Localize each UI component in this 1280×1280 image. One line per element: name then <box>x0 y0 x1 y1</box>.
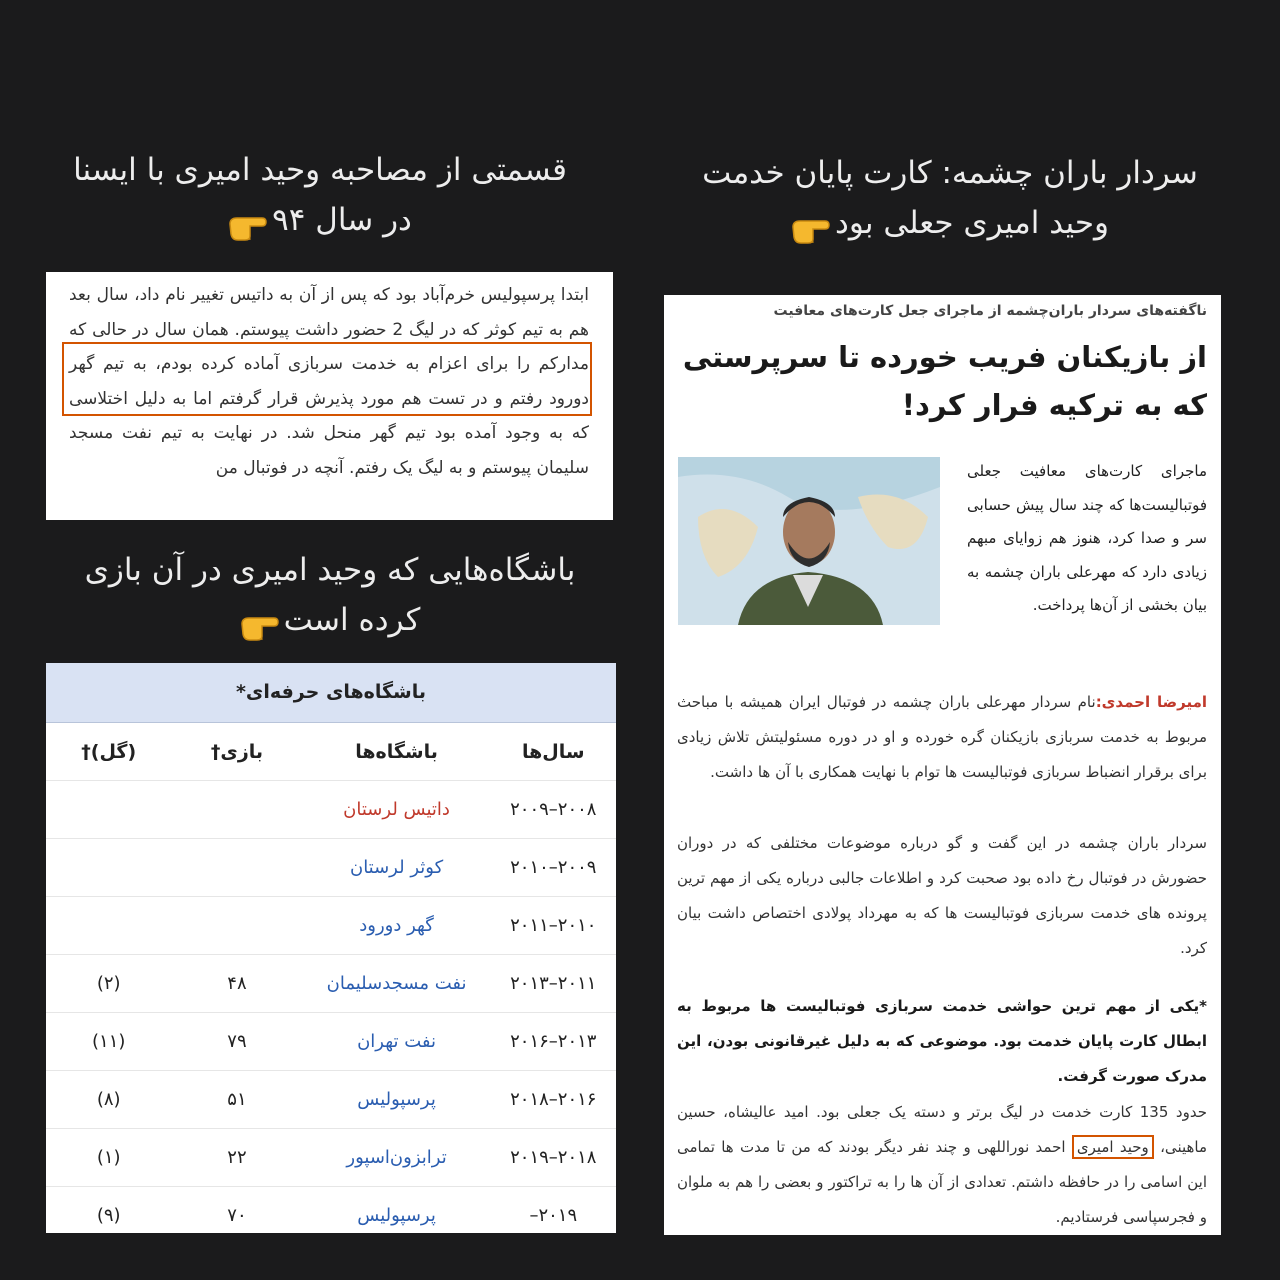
row-apps: ۴۸ <box>171 955 302 1013</box>
col-years: سال‌ها <box>491 723 616 781</box>
table-row <box>46 1187 616 1234</box>
article-author: امیرضا احمدی: <box>1095 693 1208 711</box>
table-row <box>46 955 616 1013</box>
row-years: ۲۰۱۰–۲۰۱۱ <box>491 897 616 955</box>
table-row <box>46 897 616 955</box>
article-photo <box>678 457 940 625</box>
col-clubs: باشگاه‌ها <box>303 723 491 781</box>
clubs-table-header-row <box>46 723 616 781</box>
club-link[interactable]: داتیس لرستان <box>303 781 491 839</box>
row-years: ۲۰۰۸–۲۰۰۹ <box>491 781 616 839</box>
article-para-2: سردار باران چشمه در این گفت و گو درباره موضوعات مختلفی که در دوران حضورش در فوتبال رخ داده بود صحبت کرد و اطلاعات جالبی درباره یکی از مهم ترین پرونده های خدمت سربازی فوتبالیست ها که به مهرداد پولادی اختصاص داشت بیان کرد. <box>677 834 1207 957</box>
highlight-box <box>62 342 592 416</box>
row-goals <box>46 781 171 839</box>
article-kicker: ناگفته‌های سردار باران‌چشمه از ماجرای جعل کارت‌های معافیت <box>773 303 1207 319</box>
row-apps <box>171 781 302 839</box>
row-goals <box>46 839 171 897</box>
row-apps: ۲۲ <box>171 1129 302 1187</box>
row-years: ۲۰۱۹– <box>491 1187 616 1234</box>
table-row <box>46 839 616 897</box>
pointing-hand-emoji-icon <box>791 210 831 240</box>
row-goals: (۸) <box>46 1071 171 1129</box>
article-para-1 <box>677 685 1207 790</box>
row-goals <box>46 897 171 955</box>
row-apps: ۷۹ <box>171 1013 302 1071</box>
article-answer-before: حدود 135 کارت خدمت در لیگ برتر و دسته یک جعلی بود. امید عالیشاه، حسین ماهینی، <box>677 1103 1208 1156</box>
interview-text: ابتدا پرسپولیس خرم‌آباد بود که پس از آن به داتیس تغییر نام داد، سال بعد هم به تیم کوثر که در لیگ 2 حضور داشت پیوستم. همان سال در حالی که مدارکم را برای اعزام به خدمت سربازی آماده کرده بودم، به تیم گهر دورود رفتم و در تست هم مورد پذیرش قرار گرفتم اما به دلیل اختلاسی که به وجود آمده بود تیم گهر منحل شد. در نهایت به تیم نفت مسجد سلیمان پیوستم و به لیگ یک رفتم. آنچه در فوتبال من <box>69 285 589 478</box>
row-years: ۲۰۱۸–۲۰۱۹ <box>491 1129 616 1187</box>
article-headline: از بازیکنان فریب خورده تا سرپرستی که به ترکیه فرار کرد! <box>682 340 1207 422</box>
club-link[interactable]: کوثر لرستان <box>303 839 491 897</box>
caption-clubs-line1: باشگاه‌هایی که وحید امیری در آن بازی <box>84 552 576 588</box>
caption-fake-card-line1: سردار باران چشمه: کارت پایان خدمت <box>702 155 1198 191</box>
article-question: *یکی از مهم ترین حواشی خدمت سربازی فوتبالیست ها مربوط به ابطال کارت پایان خدمت بود. موضوعی که به دلیل غیرقانونی بودن، این مدرک صورت گرفت. <box>677 997 1207 1085</box>
row-years: ۲۰۱۱–۲۰۱۳ <box>491 955 616 1013</box>
caption-interview <box>20 145 620 245</box>
pointing-hand-emoji-icon <box>228 207 268 237</box>
pointing-hand-emoji-icon <box>240 607 280 637</box>
caption-interview-line1: قسمتی از مصاحبه وحید امیری با ایسنا <box>73 152 567 188</box>
row-goals: (۱) <box>46 1129 171 1187</box>
highlighted-name: وحید امیری <box>1072 1135 1154 1159</box>
row-goals: (۱۱) <box>46 1013 171 1071</box>
article-answer-after: احمد نوراللهی و چند نفر دیگر بودند که من تا مدت ها تمامی این اسامی را در حافظه داشتم. تعدادی از آن ها را به تراکتور و بعضی را هم به ملوان و فجرسپاسی فرستادیم. <box>677 1138 1207 1226</box>
row-apps <box>171 897 302 955</box>
clubs-table <box>46 723 616 1233</box>
caption-fake-card <box>680 148 1220 248</box>
row-years: ۲۰۱۶–۲۰۱۸ <box>491 1071 616 1129</box>
article-answer <box>677 1095 1207 1235</box>
row-years: ۲۰۱۳–۲۰۱۶ <box>491 1013 616 1071</box>
news-article-card <box>664 295 1221 1235</box>
table-row <box>46 1013 616 1071</box>
clubs-table-card <box>46 663 616 1233</box>
interview-excerpt-card <box>46 272 613 520</box>
club-link[interactable]: ترابزون‌اسپور <box>303 1129 491 1187</box>
table-row <box>46 1071 616 1129</box>
article-para-1-text: نام سردار مهرعلی باران چشمه در فوتبال ایران همیشه با مباحث مربوط به خدمت سربازی بازیکنان گره خورده و او در دوره مسئولیتش تلاش زیادی برای برقرار انضباط سربازی فوتبالیست ها توام با نهایت همکاری با آن ها داشت. <box>677 693 1207 781</box>
col-goals: (گل)† <box>46 723 171 781</box>
club-link[interactable]: نفت مسجدسلیمان <box>303 955 491 1013</box>
row-apps <box>171 839 302 897</box>
club-link[interactable]: پرسپولیس <box>303 1071 491 1129</box>
table-row <box>46 781 616 839</box>
caption-clubs-line2: کرده است <box>283 602 421 638</box>
club-link[interactable]: نفت تهران <box>303 1013 491 1071</box>
caption-interview-line2: در سال ۹۴ <box>272 202 412 238</box>
club-link[interactable]: گهر دورود <box>303 897 491 955</box>
article-lead: ماجرای کارت‌های معافیت جعلی فوتبالیست‌ها که چند سال پیش حسابی سر و صدا کرد، هنوز هم زوایای مبهم زیادی دارد که مهرعلی باران چشمه به بیان بخشی از آن‌ها پرداخت. <box>967 462 1207 614</box>
row-apps: ۷۰ <box>171 1187 302 1234</box>
caption-clubs <box>30 545 630 645</box>
clubs-table-title: باشگاه‌های حرفه‌ای* <box>46 663 616 723</box>
club-link[interactable]: پرسپولیس <box>303 1187 491 1234</box>
table-row <box>46 1129 616 1187</box>
row-goals: (۲) <box>46 955 171 1013</box>
caption-fake-card-line2: وحید امیری جعلی بود <box>835 205 1109 241</box>
row-goals: (۹) <box>46 1187 171 1234</box>
col-apps: بازی† <box>171 723 302 781</box>
row-apps: ۵۱ <box>171 1071 302 1129</box>
row-years: ۲۰۰۹–۲۰۱۰ <box>491 839 616 897</box>
